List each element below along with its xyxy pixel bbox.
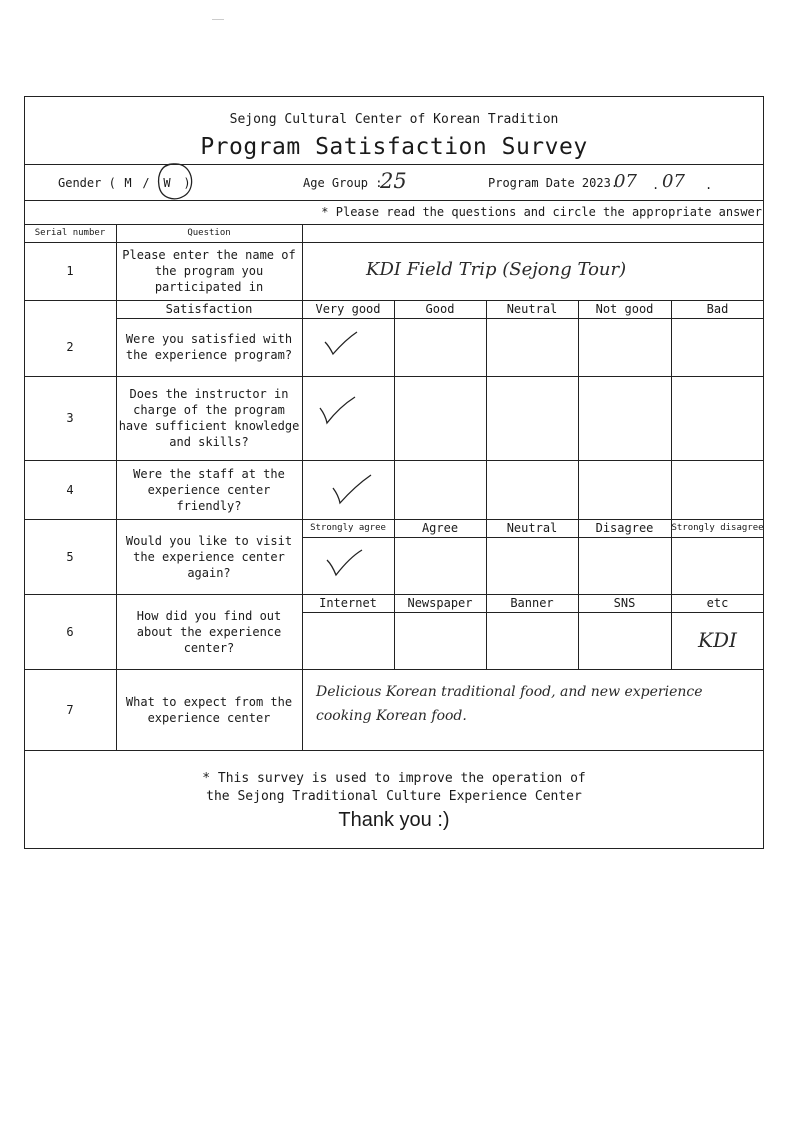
option-strongly-agree: Strongly agree [310, 523, 386, 533]
program-name-answer: KDI Field Trip (Sejong Tour) [366, 259, 627, 280]
instruction: * Please read the questions and circle the appropriate answer [321, 205, 762, 219]
expectation-answer-line-1: Delicious Korean traditional food, and new experience [316, 684, 703, 700]
checkmark-icon [322, 330, 360, 358]
age-label: Age Group : [303, 176, 383, 190]
serial-3: 3 [66, 411, 74, 425]
etc-answer: KDI [698, 628, 737, 652]
question-header: Question [187, 228, 231, 238]
checkmark-icon [330, 472, 374, 506]
divider [24, 164, 764, 165]
serial-6: 6 [66, 624, 74, 639]
question-7: What to expect from the experience center [125, 694, 293, 725]
thank-you-text: Thank you :) [338, 809, 450, 831]
option-etc: etc [706, 596, 729, 610]
option-neutral: Neutral [506, 521, 558, 535]
divider [486, 300, 487, 519]
divider [671, 300, 672, 519]
option-banner: Banner [510, 596, 554, 610]
serial-7: 7 [66, 702, 74, 717]
gender-close: ) [183, 176, 191, 190]
option-sns: SNS [613, 596, 636, 610]
date-end: . [705, 178, 713, 192]
gender-label: Gender ( [58, 176, 116, 190]
option-disagree: Disagree [595, 521, 654, 535]
option-agree: Agree [421, 521, 459, 535]
option-neutral: Neutral [506, 302, 558, 316]
page-title: Program Satisfaction Survey [200, 134, 588, 160]
serial-1: 1 [66, 264, 74, 278]
scan-mark [212, 19, 224, 20]
serial-4: 4 [66, 482, 74, 497]
question-6: How did you find out about the experience center? [136, 608, 282, 655]
option-very-good: Very good [315, 302, 381, 316]
footer-note-line-2: the Sejong Traditional Culture Experience Center [206, 789, 582, 804]
question-3: Does the instructor in charge of the program have sufficient knowledge and skills? [118, 387, 300, 449]
date-separator: . [652, 178, 660, 192]
option-internet: Internet [319, 596, 377, 610]
option-bad: Bad [706, 302, 729, 316]
option-newspaper: Newspaper [407, 596, 473, 610]
footer-note-line-1: * This survey is used to improve the operation of [202, 771, 586, 786]
question-5: Would you like to visit the experience center again? [125, 533, 293, 580]
question-2: Were you satisfied with the experience program? [125, 332, 293, 362]
date-label: Program Date 2023. [488, 176, 619, 190]
divider [302, 537, 764, 538]
org-name: Sejong Cultural Center of Korean Tradition [229, 112, 559, 127]
age-value: 25 [380, 169, 407, 193]
divider [578, 300, 579, 519]
expectation-answer-line-2: cooking Korean food. [316, 708, 467, 724]
gender-option-w: W [163, 176, 171, 190]
divider [302, 612, 764, 613]
option-strongly-disagree: Strongly disagree [671, 523, 764, 533]
checkmark-icon [325, 548, 365, 578]
gender-option-m: M [124, 176, 132, 190]
option-good: Good [425, 302, 455, 316]
date-day: 07 [662, 171, 685, 192]
divider [394, 300, 395, 519]
divider [24, 200, 764, 201]
date-month: 07 [614, 171, 637, 192]
satisfaction-label: Satisfaction [165, 302, 253, 316]
serial-2: 2 [66, 340, 74, 354]
question-4: Were the staff at the experience center friendly? [133, 466, 285, 513]
divider [24, 750, 764, 751]
checkmark-icon [318, 394, 358, 426]
gender-slash: / [142, 176, 150, 190]
option-not-good: Not good [595, 302, 654, 316]
question-1: Please enter the name of the program you participated in [122, 248, 296, 294]
serial-number-header: Serial number [34, 228, 106, 238]
serial-5: 5 [66, 549, 74, 564]
